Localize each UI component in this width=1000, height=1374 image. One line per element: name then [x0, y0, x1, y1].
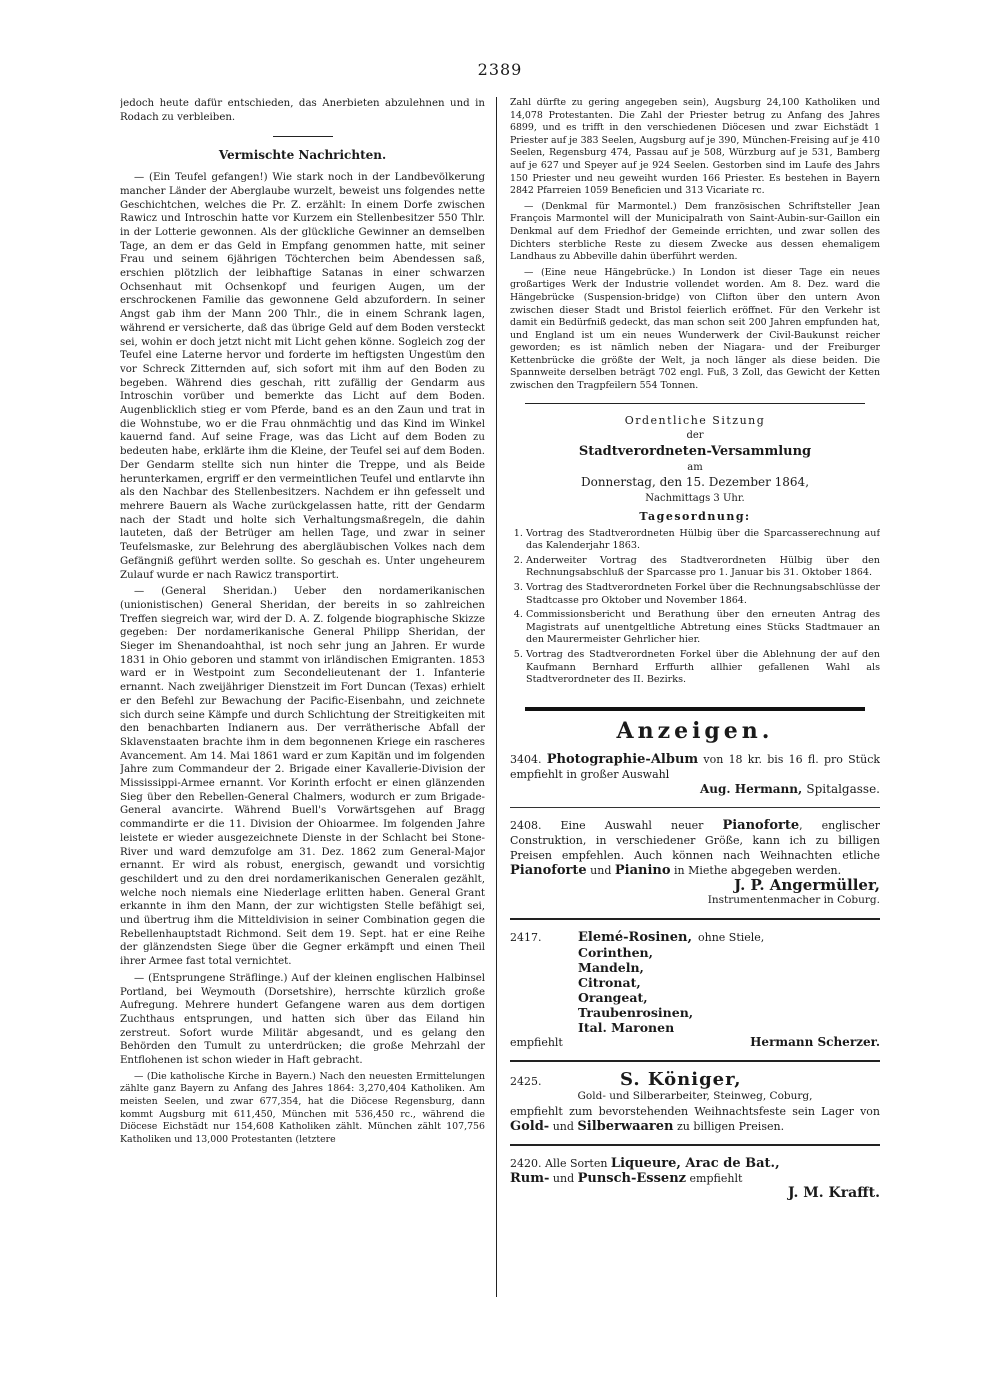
ad-text: und	[552, 1172, 575, 1186]
ad-keyword: Silberwaaren	[577, 1119, 674, 1135]
sitzung-date: Donnerstag, den 15. Dezember 1864,	[580, 475, 810, 490]
ad-number: 2417.	[510, 931, 542, 945]
ad-keyword: Pianoforte	[722, 818, 800, 834]
intro-paragraph: jedoch heute dafür entschieden, das Anerbieten abzulehnen und in Rodach zu verbleiben.	[120, 98, 485, 123]
ad-text: Alle Sorten	[545, 1157, 608, 1171]
column-divider	[496, 97, 497, 1297]
goods-item: Corinthen,	[578, 945, 653, 961]
article-kirche: — (Die katholische Kirche in Bayern.) Nach den neuesten Ermittelungen zählte ganz Bayern zu Anfang des Jahres 1864: 3,270,404 Katholiken. Am meisten Seelen, und zwar 677,354, hat die Diöcese Regensburg, dann kommt Augsburg mit 611,450, München mit 536,450 rc., während die Diöcese Eichstädt nur 154,608 Katholiken zählt. München zählt 107,756 Katholiken und 13,000 Protestanten (letztere	[120, 1070, 485, 1145]
article-straeflinge: — (Entsprungene Sträflinge.) Auf der kleinen englischen Halbinsel Portland, bei Weymouth (Dorsetshire), herrschte kürzlich große Aufregung. Mehrere hundert Gefangene waren aus dem dortigen Zuchthaus entsprungen, und hatten sich über das Eiland hin zerstreut. Sofort wurde Militär abgesandt, und es gelang den Behörden den Tumult zu unterdrücken; die große Mehrzahl der Entflohenen ist schon wieder in Haft gebracht.	[120, 972, 485, 1067]
ad-rosinen	[510, 930, 880, 1050]
article-bruecke: — (Eine neue Hängebrücke.) In London ist dieser Tage ein neues großartiges Werk der Industrie vollendet worden. Am 8. Dez. ward die Hängebrücke (Suspension-bridge) von Clifton über den untern Avon zwischen dieser Stadt und Bristol feierlich eröffnet. Für den Verkehr ist damit ein Bedürfniß gedeckt, das man schon seit 200 Jahren empfunden hat, und England ist um ein neues Wunderwerk der Civil-Baukunst reicher geworden; es ist nämlich neben der Niagara- und der Freiburger Kettenbrücke die größte der Welt, ja noch länger als diese beiden. Die Spannweite derselben beträgt 702 engl. Fuß, 3 Zoll, das Gewicht der Ketten zwischen den Tragpfeilern 554 Tonnen.	[510, 266, 880, 392]
article-sheridan: — (General Sheridan.) Ueber den nordamerikanischen (unionistischen) General Sheridan, der bereits in so zahlreichen Treffen siegreich war, wird der D. A. Z. folgende biographische Skizze gegeben: Der nordamerikanische General Philipp Sheridan, der Sieger im Shenandoahthal, ist noch sehr jung an Jahren. Er wurde 1831 in Ohio geboren und stammt von irländischen Emigranten. 1853 ward er in Westpoint zum Secondelieutenant der 1. Infanterie ernannt. Nach zweijähriger Dienstzeit im Fort Duncan (Texas) erhielt er den Befehl zur Bewachung der Pacific-Eisenbahn, und zeichnete sich durch seine Kämpfe und durch Schlichtung der Streitigkeiten mit den benachbarten Indianern aus. Der verrätherische Abfall der Sklavenstaaten brachte ihm in dem begonnenen Kriege ein rascheres Avancement. Am 14. Mai 1861 ward er zum Kapitän und im folgenden Jahre zum Commandeur der 2. Brigade einer Kavallerie-Division der Mississippi-Armee ernannt. Vor Korinth erfocht er einen glänzenden Sieg über den Rebellen-General Chalmers, wodurch er zum Brigade-General avancirte. Während Buell's Vorwärtsgehen auf Bragg commandirte er die 11. Division der Ohioarmee. Im folgenden Jahre leistete er wieder ausgezeichnete Dienste in der Schlacht bei Stone-River und ward demzufolge am 31. Dez. 1862 zum General-Major ernannt. Er wird als robust, energisch, gewandt und vorsichtig geschildert und zu den drei nordamerikanischen Generalen gezählt, welche noch niemals eine Niederlage erlitten haben. General Grant erkannte in ihm den Mann, der zur wichtigsten Stelle befähigt sei, und übertrug ihm die Mitteldivision in seiner Combination gegen die Rebellenhauptstadt Richmond. Seit dem 19. Sept. hat er eine Reihe der glänzendsten Siege über die Gegner erkämpft und einen Theil ihrer Armee fast total vernichtet.	[120, 586, 485, 968]
ad-subheadline: Gold- und Silberarbeiter, Steinweg, Coburg,	[577, 1090, 813, 1103]
ad-text: Eine Auswahl neuer	[560, 819, 704, 833]
ad-text: und	[590, 864, 612, 878]
separator-rule	[273, 136, 333, 137]
agenda-item: 3. Vortrag des Stadtverordneten Forkel über die Rechnungsabschlüsse der Stadtcasse pro Oktober und November 1864.	[526, 582, 880, 607]
ad-text: empfiehlt	[510, 1036, 563, 1050]
ad-keyword: Liqueure, Arac de Bat.,	[610, 1156, 780, 1172]
ad-separator	[510, 807, 880, 808]
ad-number: 2425.	[510, 1075, 542, 1089]
ad-text: zu billigen Preisen.	[677, 1120, 785, 1134]
ad-headline: Photographie-Album	[546, 752, 699, 768]
ad-keyword: Punsch-Essenz	[577, 1171, 687, 1187]
sitzung-line1: Ordentliche Sitzung	[624, 413, 766, 427]
ad-separator	[510, 1060, 880, 1062]
anzeigen-title: Anzeigen.	[616, 717, 774, 744]
ad-keyword: Rum-	[510, 1171, 550, 1187]
left-column	[120, 97, 485, 1314]
ad-signature: J. P. Angermüller,	[734, 876, 880, 895]
ad-keyword: Pianoforte	[510, 863, 587, 879]
ad-text: empfiehlt zum bevorstehenden Weihnachtsfeste sein Lager von	[510, 1105, 880, 1119]
ad-pianoforte	[510, 818, 880, 908]
agenda-list	[510, 528, 880, 687]
heavy-rule	[525, 707, 865, 711]
separator-rule	[525, 403, 865, 404]
ad-text: empfiehlt	[689, 1172, 743, 1186]
ad-signature: Hermann Scherzer.	[750, 1035, 880, 1050]
ad-number: 2420.	[510, 1157, 542, 1171]
goods-list	[578, 945, 880, 1035]
goods-item: Traubenrosinen,	[578, 1005, 694, 1021]
ad-signature: Aug. Hermann,	[700, 782, 803, 797]
sitzung-line3: Stadtverordneten-Versammlung	[578, 444, 812, 460]
ad-text: in Miethe abgegeben werden.	[674, 864, 842, 878]
ad-text: von 18 kr. bis 16 fl. pro Stück empfiehlt in großer Auswahl	[510, 753, 880, 782]
agenda-heading: Tagesordnung:	[639, 509, 751, 523]
sitzung-line4: am	[687, 461, 703, 473]
ad-text: ohne Stiele,	[697, 931, 765, 945]
article-marmontel: — (Denkmal für Marmontel.) Dem französischen Schriftsteller Jean François Marmontel will der Municipalrath von Saint-Aubin-sur-Gaillon ein Denkmal auf dem Friedhof der Gemeinde errichten, und zwar sollen des Dichters sterbliche Reste zu diesem Zwecke aus dessen ehemaligem Landhaus zu Abbeville dahin überführt werden.	[510, 200, 880, 263]
ad-koeniger	[510, 1069, 880, 1135]
ad-text: Auch können nach Weihnachten etliche	[634, 849, 880, 863]
goods-item: Citronat,	[578, 975, 641, 991]
ad-liqueure	[510, 1156, 880, 1201]
ad-text: , englischer Construktion, in verschiedener Größe, kann ich zu billigen Preisen empfehlen.	[510, 819, 880, 863]
ad-keyword: Gold-	[510, 1119, 550, 1135]
ad-text: und	[552, 1120, 574, 1134]
article-teufel: — (Ein Teufel gefangen!) Wie stark noch in der Landbevölkerung mancher Länder der Aberglaube wurzelt, beweist uns folgendes nette Geschichtchen, welches die Pr. Z. erzählt: In einem Dorfe zwischen Rawicz und Introschin hatte vor Kurzem ein Stellenbesitzer 550 Thlr. in der Lotterie gewonnen. Als der glückliche Gewinner an demselben Tage, an dem er das Geld in Empfang genommen hatte, mit seiner Frau und seinem 6jährigen Töchterchen beim Abendessen saß, erschien plötzlich der leibhaftige Satanas in einer schwarzen Ochsenhaut mit Ochsenkopf und feurigen Augen, um der erschrockenen Familie das gewonnene Geld abzufordern. In seiner Angst gab ihm der Mann 200 Thlr., die in einem Schrank lagen, während er versicherte, daß das übrige Geld auf dem Boden versteckt sei, wohin er doch jetzt nicht mit Licht gehen könne. Sogleich zog der Teufel eine Laterne hervor und forderte im heftigsten Ungestüm den vor Schreck Zitternden auf, sich sofort mit ihm auf den Boden zu begeben. Während dies geschah, ritt zufällig der Gendarm aus Introschin vorüber und bemerkte das Licht auf dem Boden. Augenblicklich stieg er vom Pferde, band es an den Zaun und trat in die Wohnstube, wo er die Frau ohnmächtig und das Kind im Winkel kauernd fand. Auf seine Frage, was das Licht auf dem Boden zu bedeuten habe, erklärte ihm die Kleine, der Teufel sei auf dem Boden. Der Gendarm stellte sich nun hinter die Treppe, und als Beide herunterkamen, ergriff er den vermeintlichen Teufel und entlarvte ihn als den Nachbar des Stellenbesitzers. Nachdem er ihn gefesselt und mehrere Bauern als Wache zurückgelassen hatte, ritt der Gendarm nach der Stadt und holte sich Verhaltungsmaßregeln, die dahin lauteten, daß der Betrüger am hellen Tage, und zwar in seiner Teufelsmaske, zur Belehrung des abergläubischen Volkes nach dem Gefängniß geführt werden sollte. So geschah es. Unter ungeheurem Zulauf wurde er nach Rawicz transportirt.	[120, 172, 485, 581]
ad-signature-place: Spitalgasse.	[806, 782, 880, 797]
ad-headline: S. Königer,	[620, 1069, 742, 1091]
agenda-item: 1. Vortrag des Stadtverordneten Hülbig über die Sparcasserechnung auf das Kalenderjahr 1863.	[526, 528, 880, 553]
right-column	[510, 97, 880, 1314]
ad-number: 2408.	[510, 819, 542, 833]
ad-keyword: Pianino	[614, 863, 671, 879]
ad-number: 3404.	[510, 753, 542, 767]
ad-signature-sub: Instrumentenmacher in Coburg.	[707, 894, 880, 907]
goods-item: Orangeat,	[578, 990, 648, 1006]
agenda-item: 5. Vortrag des Stadtverordneten Forkel über die Ablehnung der auf den Kaufmann Bernhard Erffurth allhier gefallenen Wahl als Stadtverordneter des II. Bezirks.	[526, 649, 880, 687]
section-title: Vermischte Nachrichten.	[218, 148, 387, 163]
agenda-item: 2. Anderweiter Vortrag des Stadtverordneten Hülbig über den Rechnungsabschluß der Sparcasse pro 1. Januar bis 31. Oktober 1864.	[526, 555, 880, 580]
goods-item: Ital. Maronen	[578, 1020, 675, 1036]
ad-photographie-album	[510, 752, 880, 797]
ad-separator	[510, 918, 880, 920]
ad-signature: J. M. Krafft.	[788, 1185, 880, 1202]
sitzung-time: Nachmittags 3 Uhr.	[645, 493, 745, 505]
goods-item: Elemé-Rosinen,	[578, 930, 692, 946]
page-number: 2389	[477, 60, 523, 79]
agenda-item: 4. Commissionsbericht und Berathung über den erneuten Antrag des Magistrats auf unentgeltliche Abtretung eines Stücks Stadtmauer an den Maurermeister Gehrlicher hier.	[526, 609, 880, 647]
sitzung-notice	[510, 414, 880, 687]
article-kirche-continued: Zahl dürfte zu gering angegeben sein), Augsburg 24,100 Katholiken und 14,078 Protestanten. Die Zahl der Priester betrug zu Anfang des Jahres 6899, und es trifft in den verschiedenen Diöcesen und zwar Eichstädt 1 Priester auf je 383 Seelen, Augsburg auf je 390, München-Freising auf je 410 Seelen, Regensburg 474, Passau auf je 508, Würzburg auf je 531, Bamberg auf je 627 und Speyer auf je 924 Seelen. Gestorben sind im Laufe des Jahrs 150 Priester und neu geweiht wurden 166 Priester. Es bestehen in Bayern 2842 Pfarreien 1059 Beneficien und 313 Vicariate rc.	[510, 97, 880, 197]
ad-separator	[510, 1144, 880, 1146]
sitzung-line2: der	[686, 430, 704, 442]
goods-item: Mandeln,	[578, 960, 644, 976]
